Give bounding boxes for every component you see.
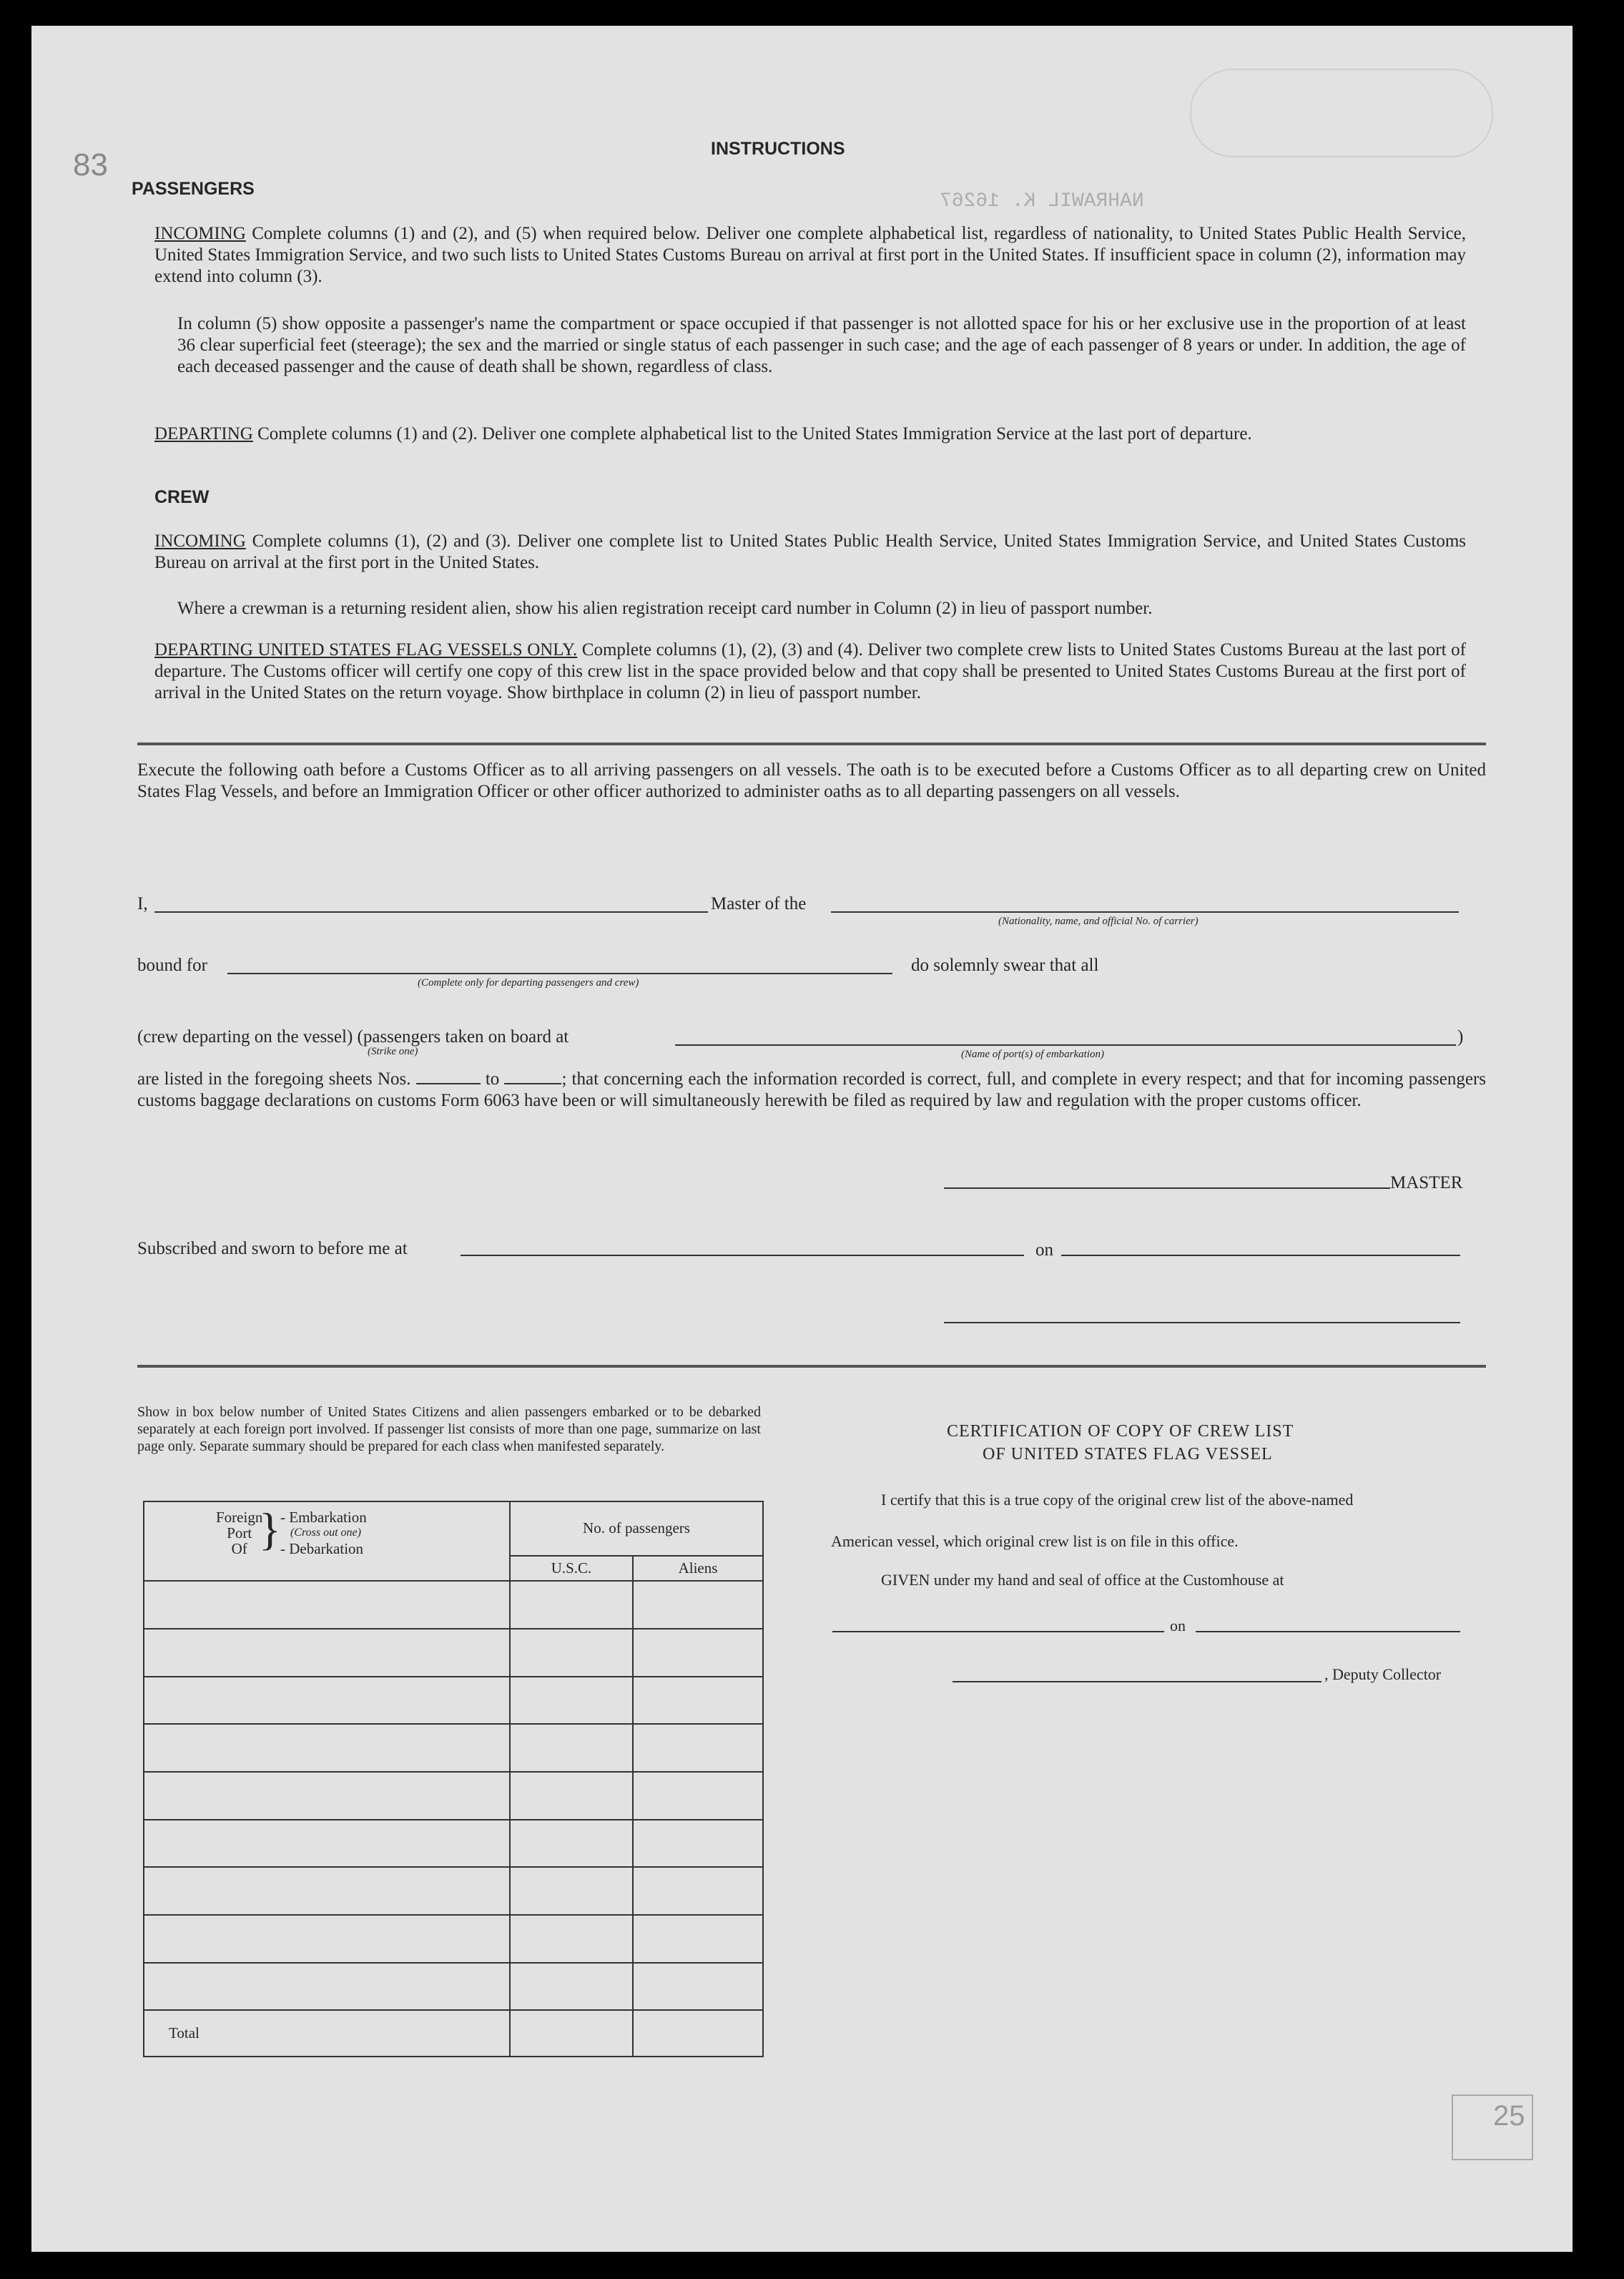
- usc-cell[interactable]: [510, 1581, 633, 1629]
- close-paren: ): [1457, 1027, 1464, 1047]
- aliens-cell[interactable]: [633, 1867, 763, 1915]
- aliens-total-cell[interactable]: [633, 2010, 763, 2057]
- oath-intro: Execute the following oath before a Customs Officer as to all arriving passengers on all vessels. The oath is to be executed before a Customs Officer as to all departing crew on United States Flag Vessels, and before an Immigration Officer or other officer authorized to administer oaths as to all departing passengers on all vessels.: [137, 760, 1486, 801]
- master-label: MASTER: [1390, 1173, 1463, 1192]
- carrier-caption: (Nationality, name, and official No. of carrier): [998, 916, 1199, 927]
- incoming-text: Complete columns (1) and (2), and (5) when required below. Deliver one complete alphabetical list, regardless of nationality, to United States Public Health Service, United States Immigration Service, and two such lists to United States Customs Bureau on arrival at first port in the United States. If insufficient space in column (2), information may extend into column (3).: [154, 224, 1467, 286]
- usc-cell[interactable]: [510, 1629, 633, 1677]
- bleed-through-text: NAHRAWIL K. 16267: [940, 190, 1144, 212]
- sheet-from-field[interactable]: [416, 1070, 481, 1084]
- certification-date-field[interactable]: [1196, 1631, 1460, 1632]
- port-cell[interactable]: [144, 1581, 510, 1629]
- aliens-cell[interactable]: [633, 1963, 763, 2011]
- crew-departing-us: [154, 639, 1466, 704]
- port-cell[interactable]: [144, 1629, 510, 1677]
- aliens-cell[interactable]: [633, 1677, 763, 1725]
- bound-for-field[interactable]: [227, 973, 892, 974]
- debarkation-label: - Debarkation: [280, 1540, 364, 1557]
- customhouse-field[interactable]: [832, 1631, 1164, 1632]
- certification-text-2: American vessel, which original crew list is on file in this office.: [831, 1532, 1239, 1550]
- aliens-cell[interactable]: [633, 1724, 763, 1772]
- passengers-departing: [154, 423, 1466, 445]
- port-cell[interactable]: [144, 1677, 510, 1725]
- crew-resident: Where a crewman is a returning resident alien, show his alien registration receipt card number in Column (2) in lieu of passport number.: [177, 599, 1153, 618]
- usc-cell[interactable]: [510, 1677, 633, 1725]
- passengers-incoming: [154, 223, 1466, 288]
- crew-incoming-text: Complete columns (1), (2) and (3). Deliver one complete list to United States Public Health Service, United States Immigration Service, and United States Customs Bureau on arrival at the first port in the United States.: [154, 531, 1466, 572]
- swear-text: do solemnly swear that all: [911, 956, 1099, 975]
- listed-to: to: [485, 1069, 500, 1089]
- summary-table: [143, 1501, 764, 2057]
- corner-number: 25: [1493, 2100, 1525, 2132]
- subscribed-place-field[interactable]: [461, 1255, 1024, 1256]
- deputy-signature-field[interactable]: [953, 1681, 1322, 1682]
- port-caption: (Name of port(s) of embarkation): [961, 1049, 1104, 1060]
- page-title: INSTRUCTIONS: [711, 139, 845, 159]
- page-number: 83: [73, 147, 108, 182]
- sheet-to-field[interactable]: [504, 1070, 561, 1084]
- brace-icon: }: [259, 1504, 281, 1554]
- total-label: Total: [144, 2010, 510, 2057]
- carrier-field[interactable]: [831, 911, 1459, 913]
- subscribed-date-field[interactable]: [1061, 1255, 1460, 1256]
- usc-cell[interactable]: [510, 1867, 633, 1915]
- departing-label: DEPARTING: [154, 424, 253, 443]
- aliens-cell[interactable]: [633, 1772, 763, 1820]
- column5-text: In column (5) show opposite a passenger's name the compartment or space occupied if that passenger is not allotted space for his or her exclusive use in the proportion of at least 36 clear superficial feet (steerage); the sex and the married or single status of each passenger in such case; and the age of each passenger of 8 years or under. In addition, the age of each deceased passenger and the cause of death shall be shown, regardless of class.: [177, 314, 1466, 376]
- listed-post: ; that concerning each the information recorded is correct, full, and complete in every respect; and that for incoming passengers customs baggage declarations on customs Form 6063 have been or will simultaneously herewith be filed as required by law and regulation with the proper customs officer.: [137, 1069, 1487, 1110]
- usc-cell[interactable]: [510, 1915, 633, 1963]
- port-cell[interactable]: [144, 1915, 510, 1963]
- no-passengers-header: No. of passengers: [510, 1501, 763, 1556]
- crew-departing-label: DEPARTING UNITED STATES FLAG VESSELS ONLY.: [154, 640, 578, 660]
- crew-incoming-label: INCOMING: [154, 531, 246, 551]
- subscribed-text: Subscribed and sworn to before me at: [137, 1239, 408, 1258]
- aliens-cell[interactable]: [633, 1820, 763, 1868]
- port-cell[interactable]: [144, 1963, 510, 2011]
- incoming-label: INCOMING: [154, 224, 246, 243]
- foreign-label: Foreign: [216, 1509, 263, 1526]
- usc-cell[interactable]: [510, 1772, 633, 1820]
- certification-given: GIVEN under my hand and seal of office at the Customhouse at: [881, 1571, 1284, 1589]
- port-cell[interactable]: [144, 1820, 510, 1868]
- divider-1: [137, 742, 1486, 745]
- usc-total-cell[interactable]: [510, 2010, 633, 2057]
- oath-i: I,: [137, 894, 148, 913]
- bleed-through-stamp: [1190, 69, 1493, 157]
- subscribed-on: on: [1035, 1240, 1053, 1260]
- form-page: [31, 26, 1573, 2252]
- embarkation-label: - Embarkation: [280, 1509, 367, 1526]
- aliens-cell[interactable]: [633, 1915, 763, 1963]
- summary-instruction: Show in box below number of United States Citizens and alien passengers embarked or to be debarked separately at each foreign port involved. If passenger list consists of more than one page, summarize on last page only. Separate summary should be prepared for each class when manifested separately.: [137, 1404, 761, 1454]
- crew-heading: CREW: [154, 487, 210, 507]
- aliens-header: Aliens: [633, 1556, 763, 1582]
- crew-incoming: [154, 531, 1466, 574]
- crew-departing-text: Complete columns (1), (2), (3) and (4). Deliver two complete crew lists to United States Customs Bureau at the last port of departure. The Customs officer will certify one copy of this crew list in the space provided below and that copy shall be presented to United States Customs Bureau at the first port of arrival in the United States on the return voyage. Show birthplace in column (2) in lieu of passport number.: [154, 640, 1467, 702]
- certification-title-1: CERTIFICATION OF COPY OF CREW LIST: [947, 1422, 1294, 1441]
- certification-title-2: OF UNITED STATES FLAG VESSEL: [983, 1445, 1273, 1464]
- usc-cell[interactable]: [510, 1820, 633, 1868]
- certification-on: on: [1170, 1617, 1186, 1634]
- of-label: Of: [231, 1540, 247, 1557]
- listed-paragraph: [137, 1069, 1486, 1112]
- crew-departing-line: (crew departing on the vessel) (passengers taken on board at: [137, 1027, 569, 1047]
- divider-2: [137, 1365, 1486, 1368]
- deputy-collector: , Deputy Collector: [1324, 1665, 1442, 1683]
- master-signature-field[interactable]: [944, 1187, 1390, 1189]
- aliens-cell[interactable]: [633, 1629, 763, 1677]
- port-label: Port: [227, 1524, 252, 1542]
- port-cell[interactable]: [144, 1772, 510, 1820]
- cross-out-label: (Cross out one): [290, 1526, 361, 1539]
- usc-cell[interactable]: [510, 1724, 633, 1772]
- port-header-cell: [144, 1501, 510, 1581]
- passengers-heading: PASSENGERS: [132, 179, 255, 199]
- certification-text-1: I certify that this is a true copy of the original crew list of the above-named: [881, 1491, 1354, 1509]
- master-name-field[interactable]: [154, 911, 708, 913]
- listed-pre: are listed in the foregoing sheets Nos.: [137, 1069, 411, 1089]
- usc-header: U.S.C.: [510, 1556, 633, 1582]
- port-cell[interactable]: [144, 1867, 510, 1915]
- usc-cell[interactable]: [510, 1963, 633, 2011]
- strike-one-caption: (Strike one): [368, 1046, 418, 1057]
- aliens-cell[interactable]: [633, 1581, 763, 1629]
- bound-for: bound for: [137, 956, 207, 975]
- officer-signature-field[interactable]: [944, 1322, 1460, 1323]
- port-cell[interactable]: [144, 1724, 510, 1772]
- bound-caption: (Complete only for departing passengers and crew): [418, 977, 639, 989]
- embarkation-port-field[interactable]: [675, 1044, 1456, 1046]
- master-of: Master of the: [711, 894, 807, 913]
- departing-text: Complete columns (1) and (2). Deliver one complete alphabetical list to the United States Immigration Service at the last port of departure.: [257, 424, 1252, 443]
